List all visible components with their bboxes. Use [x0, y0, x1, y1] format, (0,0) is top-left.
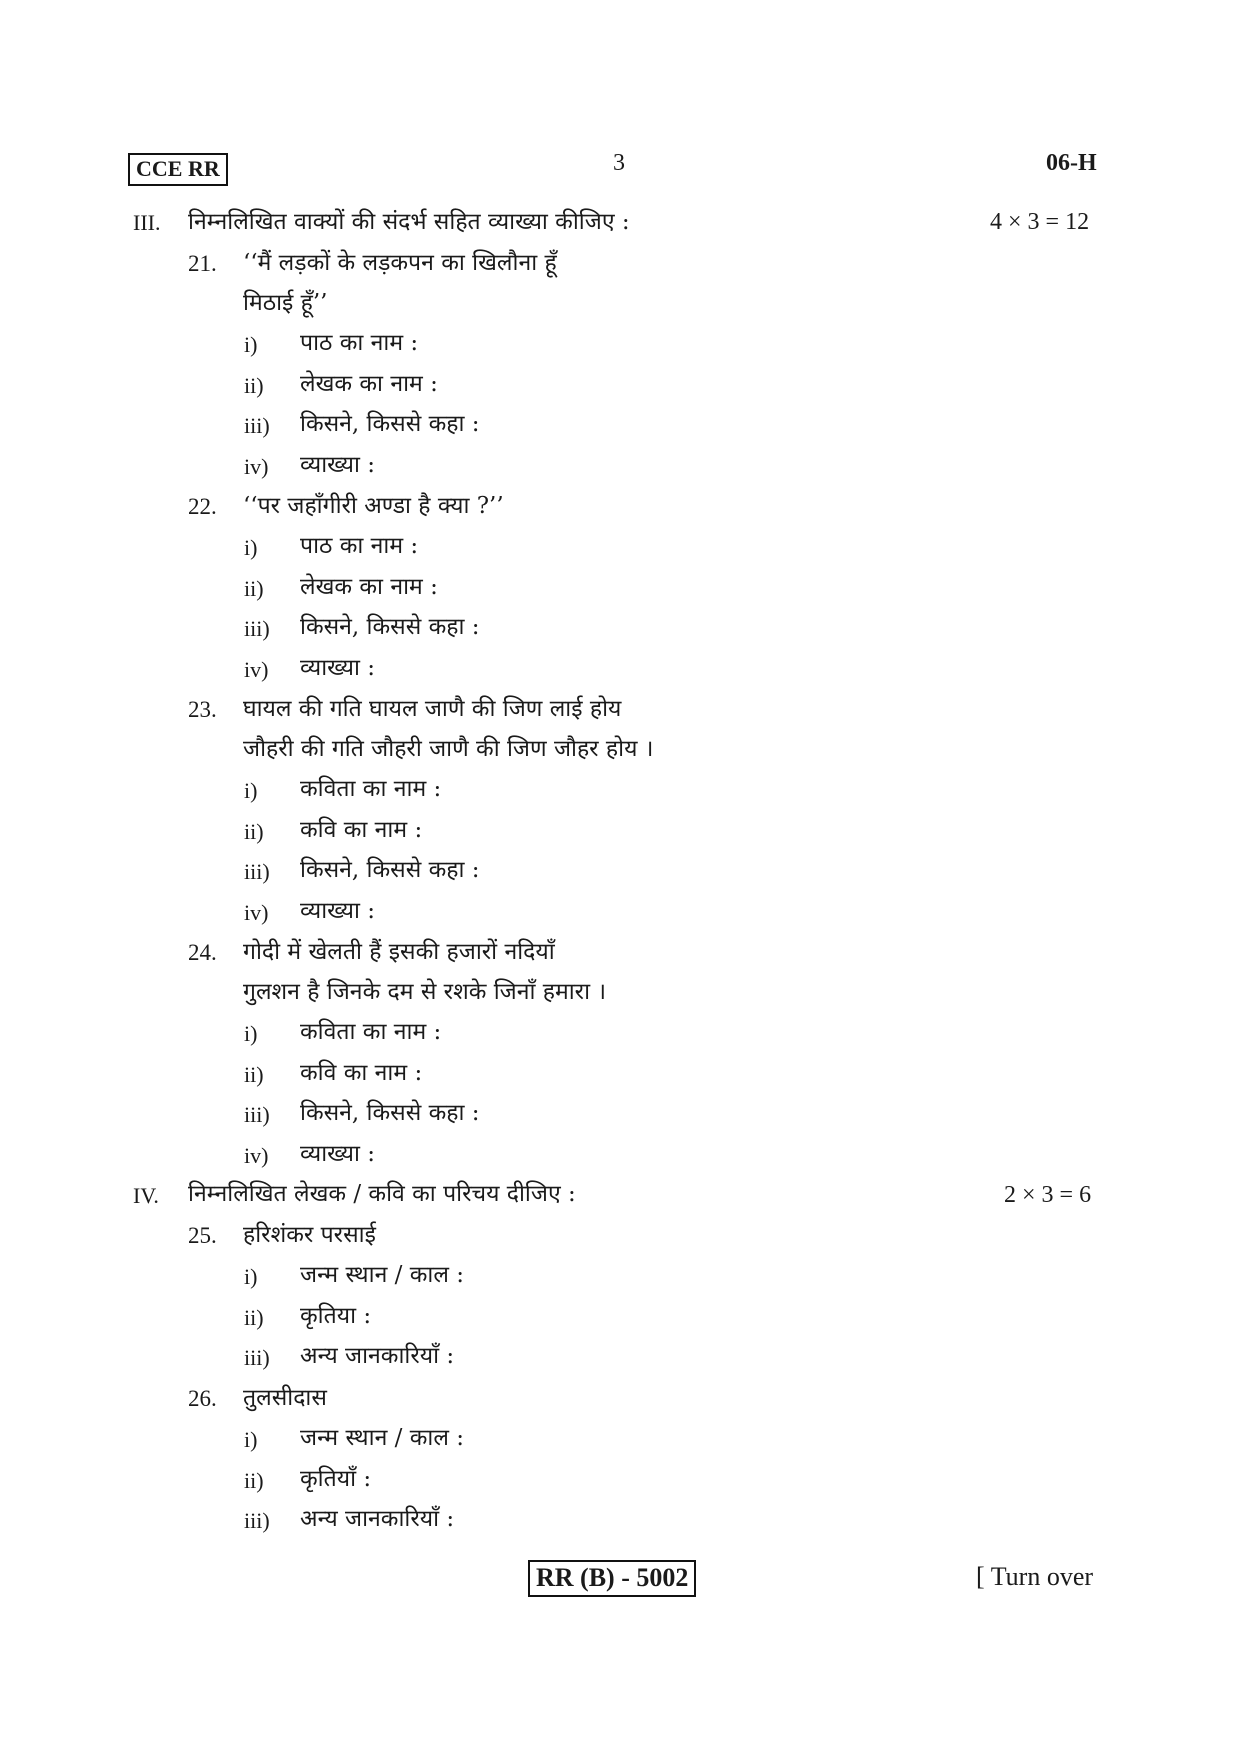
subitem-label: iv) — [244, 900, 269, 925]
question-number: 24. — [188, 940, 217, 965]
subitem-text: व्याख्या : — [300, 898, 375, 924]
question-line: ‘‘मैं लड़कों के लड़कपन का खिलौना हूँ — [243, 250, 557, 276]
subitem-label: iii) — [244, 616, 270, 641]
subitem-text: किसने, किससे कहा : — [300, 614, 480, 640]
subitem-label: ii) — [244, 1468, 264, 1493]
question-line: घायल की गति घायल जाणै की जिण लाई होय — [243, 696, 622, 722]
subitem-text: कवि का नाम : — [300, 1060, 423, 1086]
section-instruction: निम्नलिखित लेखक / कवि का परिचय दीजिए : — [188, 1181, 576, 1207]
subitem-label: ii) — [244, 373, 264, 398]
question-line: गोदी में खेलती हैं इसकी हजारों नदियाँ — [243, 939, 555, 965]
page-number: 3 — [613, 150, 625, 176]
question-number: 25. — [188, 1223, 217, 1248]
question-number: 21. — [188, 251, 217, 276]
subitem-label: iv) — [244, 657, 269, 682]
subitem-text: कविता का नाम : — [300, 1019, 442, 1045]
section-marks: 4 × 3 = 12 — [990, 209, 1090, 235]
subitem-label: iii) — [244, 1508, 270, 1533]
question-number: 22. — [188, 494, 217, 519]
subitem-label: ii) — [244, 1062, 264, 1087]
subitem-text: अन्य जानकारियाँ : — [300, 1506, 455, 1532]
question-number: 23. — [188, 697, 217, 722]
subitem-label: ii) — [244, 1305, 264, 1330]
subitem-text: किसने, किससे कहा : — [300, 411, 480, 437]
subitem-label: i) — [244, 535, 258, 560]
section-marks: 2 × 3 = 6 — [1004, 1182, 1092, 1208]
subitem-label: i) — [244, 1427, 258, 1452]
question-line: मिठाई हूँ’’ — [243, 290, 328, 316]
subitem-text: व्याख्या : — [300, 452, 375, 478]
subitem-label: iii) — [244, 1102, 270, 1127]
question-line: तुलसीदास — [243, 1385, 327, 1411]
subitem-text: कवि का नाम : — [300, 817, 423, 843]
subitem-text: लेखक का नाम : — [300, 574, 438, 600]
subitem-label: iv) — [244, 454, 269, 479]
section-instruction: निम्नलिखित वाक्यों की संदर्भ सहित व्याख्या कीजिए : — [188, 209, 630, 235]
subitem-text: व्याख्या : — [300, 655, 375, 681]
header-left-code: CCE RR — [128, 153, 228, 186]
subitem-text: व्याख्या : — [300, 1141, 375, 1167]
subitem-label: ii) — [244, 819, 264, 844]
subitem-text: पाठ का नाम : — [300, 330, 419, 356]
subitem-text: अन्य जानकारियाँ : — [300, 1343, 455, 1369]
section-numeral: IV. — [133, 1183, 159, 1208]
subitem-text: कृतियाँ : — [300, 1466, 372, 1492]
subitem-text: जन्म स्थान / काल : — [300, 1425, 464, 1451]
subitem-text: पाठ का नाम : — [300, 533, 419, 559]
subitem-text: किसने, किससे कहा : — [300, 857, 480, 883]
subitem-label: ii) — [244, 576, 264, 601]
subitem-label: iii) — [244, 413, 270, 438]
subitem-text: लेखक का नाम : — [300, 371, 438, 397]
subitem-label: i) — [244, 332, 258, 357]
subitem-text: किसने, किससे कहा : — [300, 1100, 480, 1126]
subitem-text: कृतिया : — [300, 1303, 372, 1329]
question-line: हरिशंकर परसाई — [243, 1222, 376, 1248]
subitem-label: iii) — [244, 1345, 270, 1370]
subitem-text: कविता का नाम : — [300, 776, 442, 802]
subitem-label: iii) — [244, 859, 270, 884]
subitem-label: i) — [244, 778, 258, 803]
section-numeral: III. — [133, 210, 161, 235]
subitem-label: i) — [244, 1264, 258, 1289]
turn-over-note: [ Turn over — [976, 1562, 1094, 1591]
question-number: 26. — [188, 1386, 217, 1411]
question-line: ‘‘पर जहाँगीरी अण्डा है क्या ?’’ — [243, 493, 504, 519]
question-line: गुलशन है जिनके दम से रशके जिनाँ हमारा । — [243, 979, 607, 1005]
subitem-label: i) — [244, 1021, 258, 1046]
footer-code: RR (B) - 5002 — [528, 1560, 696, 1597]
question-line: जौहरी की गति जौहरी जाणै की जिण जौहर होय । — [243, 736, 654, 762]
subitem-label: iv) — [244, 1143, 269, 1168]
subitem-text: जन्म स्थान / काल : — [300, 1262, 464, 1288]
paper-code: 06-H — [1046, 150, 1097, 176]
